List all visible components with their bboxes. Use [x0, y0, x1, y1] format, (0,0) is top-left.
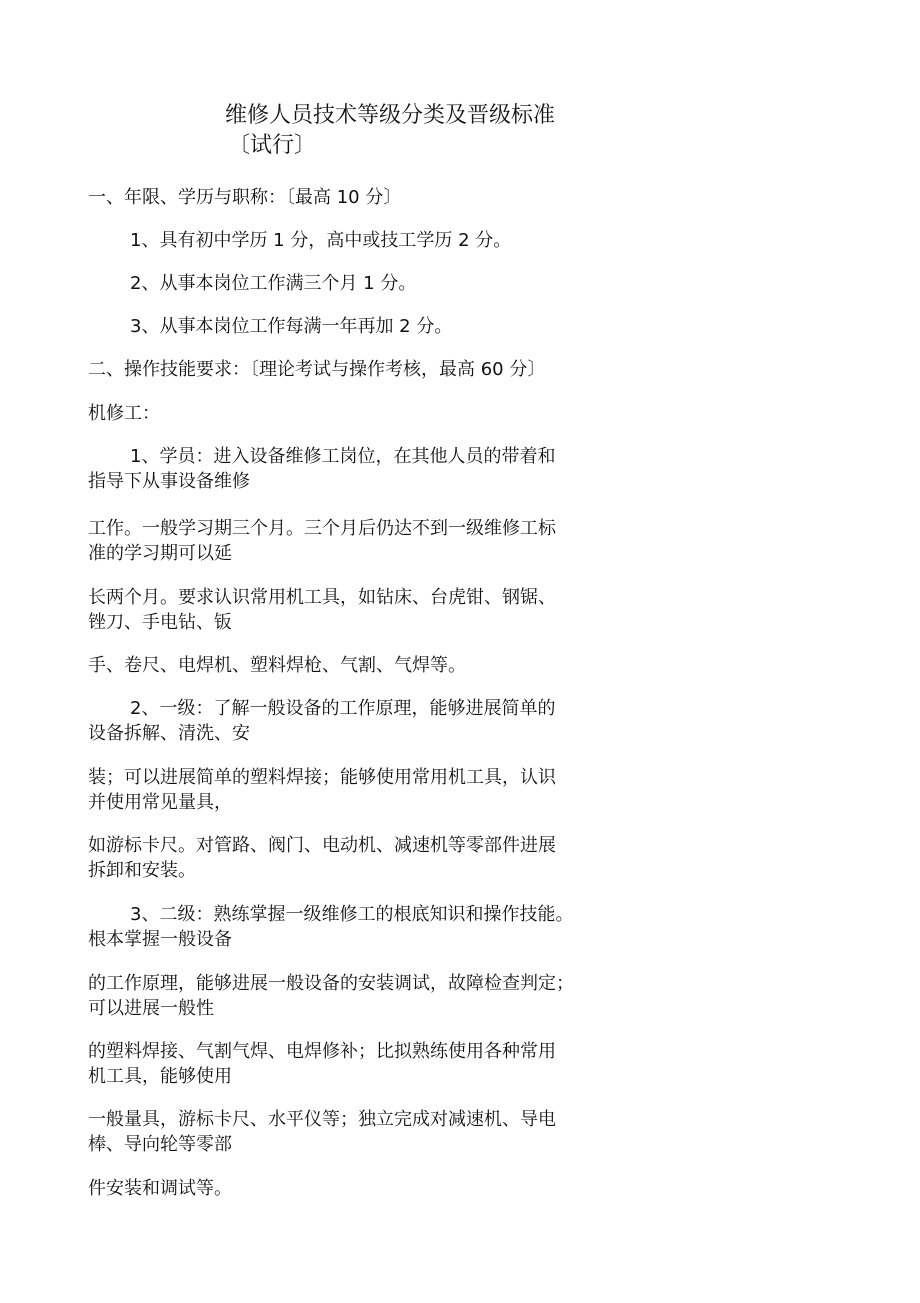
paragraph-line: 一般量具，游标卡尺、水平仪等；独立完成对减速机、导电 [88, 1109, 556, 1130]
section1-item: 1、具有初中学历 1 分，高中或技工学历 2 分。 [130, 230, 512, 251]
paragraph-line: 工作。一般学习期三个月。三个月后仍达不到一级维修工标 [88, 518, 556, 539]
paragraph-line: 棒、导向轮等零部 [88, 1134, 232, 1155]
paragraph-line: 设备拆解、清洗、安 [88, 723, 250, 744]
paragraph-line: 1、学员：进入设备维修工岗位，在其他人员的带着和 [130, 446, 556, 467]
paragraph-line: 装；可以进展简单的塑料焊接；能够使用常用机工具，认识 [88, 767, 556, 788]
paragraph-line: 2、一级：了解一般设备的工作原理，能够进展简单的 [130, 698, 556, 719]
paragraph-line: 长两个月。要求认识常用机工具，如钻床、台虎钳、钢锯、 [88, 587, 556, 608]
paragraph-line: 的工作原理，能够进展一般设备的安装调试，故障检查判定； [88, 973, 574, 994]
paragraph-line: 可以进展一般性 [88, 998, 214, 1019]
paragraph-line: 的塑料焊接、气割气焊、电焊修补；比拟熟练使用各种常用 [88, 1041, 556, 1062]
document-subtitle: 〔试行〕 [228, 133, 317, 158]
paragraph-line: 手、卷尺、电焊机、塑料焊枪、气割、气焊等。 [88, 655, 466, 676]
section2-heading: 二、操作技能要求：〔理论考试与操作考核，最高 60 分〕 [88, 359, 546, 380]
paragraph-line: 如游标卡尺。对管路、阀门、电动机、减速机等零部件进展 [88, 835, 556, 856]
paragraph-line: 3、二级：熟练掌握一级维修工的根底知识和操作技能。 [130, 904, 574, 925]
paragraph-line: 机工具，能够使用 [88, 1066, 232, 1087]
section1-item: 3、从事本岗位工作每满一年再加 2 分。 [130, 316, 453, 337]
paragraph-line: 准的学习期可以延 [88, 543, 232, 564]
section1-item: 2、从事本岗位工作满三个月 1 分。 [130, 273, 417, 294]
paragraph-line: 指导下从事设备维修 [88, 471, 250, 492]
paragraph-line: 根本掌握一般设备 [88, 929, 232, 950]
paragraph-line: 件安装和调试等。 [88, 1178, 232, 1199]
document-title: 维修人员技术等级分类及晋级标准 [225, 103, 556, 128]
paragraph-line: 锉刀、手电钻、钣 [88, 612, 232, 633]
paragraph-line: 并使用常见量具， [88, 792, 232, 813]
paragraph-line: 拆卸和安装。 [88, 860, 196, 881]
section1-heading: 一、年限、学历与职称：〔最高 10 分〕 [88, 187, 402, 208]
section2-trade-label: 机修工： [88, 403, 160, 424]
